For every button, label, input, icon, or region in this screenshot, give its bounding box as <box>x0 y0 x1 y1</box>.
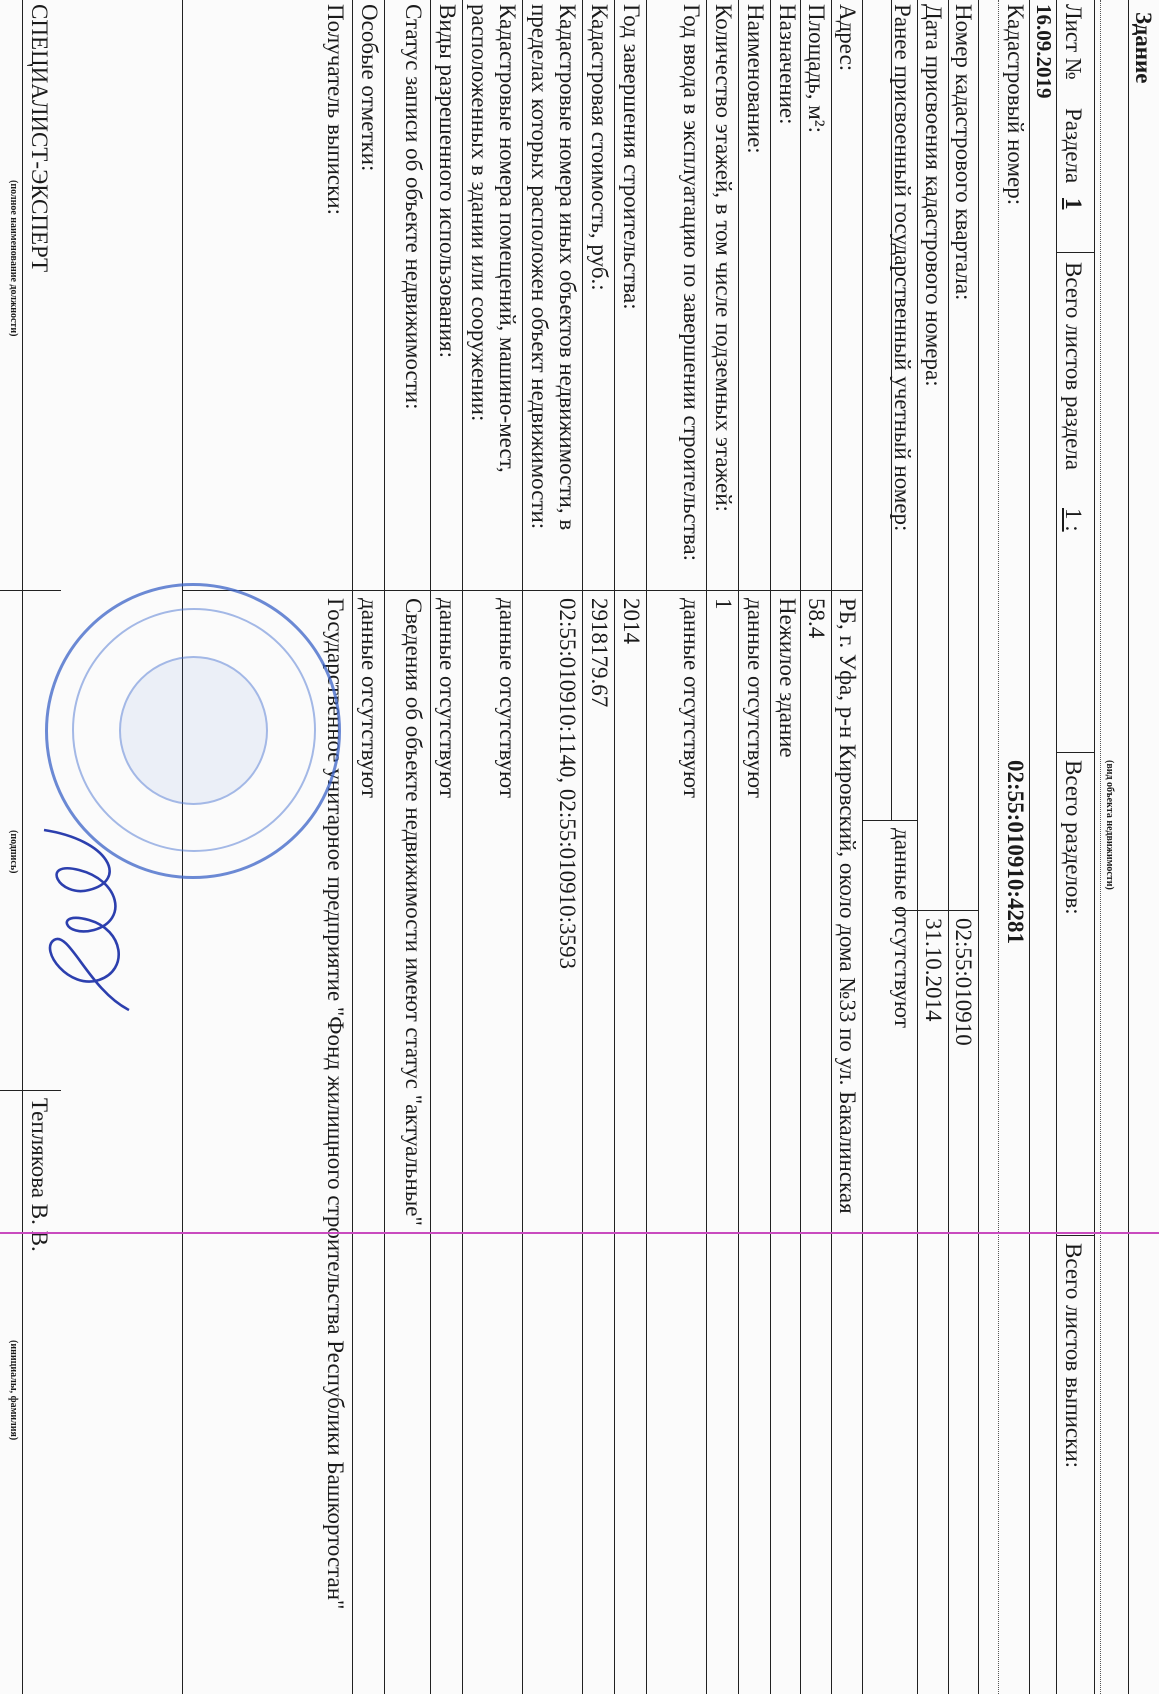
previous-number-label: Ранее присвоенный государственный учетный номер: <box>890 4 915 532</box>
divider <box>998 0 999 1694</box>
assignment-date-label: Дата присвоения кадастрового номера: <box>921 4 946 387</box>
floors-label: Количество этажей, в том числе подземных этажей: <box>711 4 736 512</box>
divider <box>646 0 647 1694</box>
special-notes-value: данные отсутствуют <box>357 598 382 798</box>
divider <box>1056 0 1057 1694</box>
name-label: Наименование: <box>743 4 768 154</box>
divider <box>863 820 918 821</box>
address-value: РБ, г. Уфа, р-н Кировский, около дома №33 по ул. Бакалинская <box>835 598 860 1214</box>
area-label: Площадь, м²: <box>804 4 829 134</box>
object-type-caption: (вид объекта недвижимости) <box>1104 760 1115 890</box>
record-status-value: Сведения об объекте недвижимости имеют статус "актуальные" <box>401 598 426 1226</box>
section-label: Раздела <box>1061 108 1086 184</box>
assignment-date-value: 31.10.2014 <box>921 918 946 1022</box>
signer-name: Теплякова В. В. <box>27 1098 52 1252</box>
cadastral-quarter-label: Номер кадастрового квартала: <box>951 4 976 301</box>
divider <box>462 0 463 1694</box>
section-number: 1 <box>1061 198 1086 210</box>
total-sections-label: Всего разделов: <box>1061 760 1086 915</box>
position-title: СПЕЦИАЛИСТ-ЭКСПЕРТ <box>27 4 52 273</box>
divider <box>831 0 832 1694</box>
total-sheets-extract-label: Всего листов выписки: <box>1061 1243 1086 1469</box>
name-value: данные отсутствуют <box>743 598 768 798</box>
divider <box>0 590 61 591</box>
divider <box>183 590 863 591</box>
divider <box>352 0 353 1694</box>
divider <box>384 0 385 1694</box>
divider <box>862 0 863 1694</box>
premises-value: данные отсутствуют <box>495 598 520 798</box>
address-label: Адрес: <box>835 4 860 72</box>
previous-number-value: данные отсутствуют <box>890 828 915 1028</box>
completion-year-value: 2014 <box>619 598 644 644</box>
record-status-label: Статус записи об объекте недвижимости: <box>401 4 426 410</box>
scan-marker-line <box>0 1232 1159 1234</box>
divider <box>1100 0 1101 1694</box>
extract-date: 16.09.2019 <box>1032 4 1056 99</box>
premises-label: Кадастровые номера помещений, машино-мест, расположенных в здании или сооружении: <box>467 4 520 473</box>
cadastral-quarter-value: 02:55:010910 <box>951 918 976 1046</box>
purpose-label: Назначение: <box>775 4 800 125</box>
divider <box>1029 0 1030 1694</box>
divider <box>770 0 771 1694</box>
cadastral-number-label: Кадастровый номер: <box>1003 4 1028 206</box>
recipient-label: Получатель выписки: <box>323 4 348 215</box>
parent-objects-label: Кадастровые номера иных объектов недвижимости, в пределах которых расположен объект недвижимости: <box>527 4 580 531</box>
divider <box>1057 252 1095 253</box>
divider <box>706 0 707 1694</box>
total-sheets-section-label: Всего листов раздела <box>1061 262 1086 470</box>
divider <box>738 0 739 1694</box>
permitted-use-label: Виды разрешенного использования: <box>435 4 460 358</box>
divider <box>800 0 801 1694</box>
divider <box>582 0 583 1694</box>
divider <box>1057 1235 1095 1236</box>
divider <box>1094 0 1095 1694</box>
total-sheets-section-value: 1 : <box>1061 508 1086 532</box>
divider <box>1057 752 1095 753</box>
divider <box>1128 0 1129 1694</box>
purpose-value: Нежилое здание <box>775 598 800 758</box>
position-caption: (полное наименование должности) <box>8 180 19 337</box>
area-value: 58.4 <box>804 598 829 639</box>
divider <box>430 0 431 1694</box>
divider <box>948 0 949 1694</box>
handwritten-signature <box>19 820 149 1020</box>
divider <box>0 1090 61 1091</box>
special-notes-label: Особые отметки: <box>357 4 382 172</box>
commission-year-value: данные отсутствуют <box>679 598 704 798</box>
floors-value: 1 <box>711 598 736 610</box>
completion-year-label: Год завершения строительства: <box>619 4 644 310</box>
divider <box>614 0 615 1694</box>
recipient-value: Государственное унитарное предприятие "Фонд жилищного строительства Республики Башкортостан" <box>323 598 348 1610</box>
permitted-use-value: данные отсутствуют <box>435 598 460 798</box>
sheet-label: Лист № <box>1061 4 1086 80</box>
divider <box>522 0 523 1694</box>
cadastral-value-value: 2918179.67 <box>587 598 612 708</box>
name-caption: (инициалы, фамилия) <box>8 1340 19 1441</box>
commission-year-label: Год ввода в эксплуатацию по завершении строительства: <box>679 4 704 561</box>
divider <box>978 0 979 1694</box>
divider <box>891 0 892 820</box>
divider <box>917 0 918 1694</box>
cadastral-number-value: 02:55:010910:4281 <box>1003 760 1028 944</box>
cadastral-value-label: Кадастровая стоимость, руб.: <box>587 4 612 291</box>
object-type: Здание <box>1131 12 1156 84</box>
signature-caption: (подпись) <box>8 830 19 874</box>
parent-objects-value: 02:55:010910:1140, 02:55:010910:3593 <box>555 598 580 969</box>
